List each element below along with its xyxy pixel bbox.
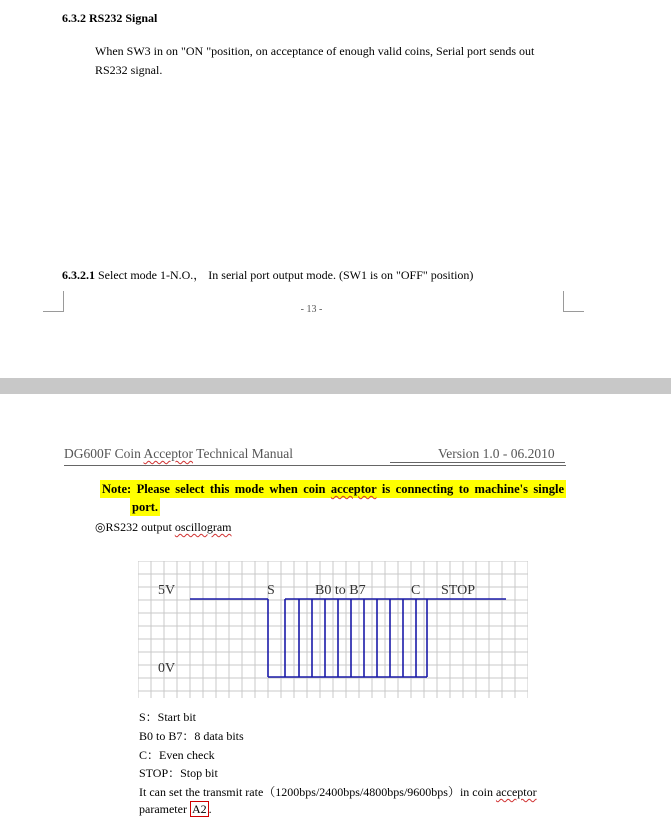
subsection-number: 6.3.2.1 — [62, 268, 95, 282]
header-left: DG600F Coin Acceptor Technical Manual — [64, 446, 294, 461]
label-start: S — [267, 583, 275, 598]
header-right: Version 1.0 - 06.2010 — [438, 446, 555, 461]
def-stop-bit: STOP：Stop bit — [139, 766, 218, 780]
oscillogram-heading: ◎RS232 output oscillogram — [95, 520, 232, 534]
def-data-bits: B0 to B7：8 data bits — [139, 729, 244, 743]
transmit-rate-line-1: It can set the transmit rate（1200bps/2400bps/4800bps/9600bps）in coin acceptor — [139, 785, 537, 799]
transmit-rate-line-2: parameter A2 . — [139, 802, 212, 816]
label-stop: STOP — [441, 583, 475, 598]
label-0v: 0V — [158, 661, 176, 676]
subsection-line — [62, 266, 582, 285]
section-paragraph — [95, 42, 565, 80]
def-start-bit: S：Start bit — [139, 710, 197, 724]
subsection-text: Select mode 1-N.O.， In serial port output mode. (SW1 is on "OFF" position) — [98, 268, 474, 282]
page-separator — [0, 378, 671, 394]
section-heading: 6.3.2 RS232 Signal — [62, 11, 158, 25]
label-data-bits: B0 to B7 — [315, 583, 366, 598]
paragraph-line-2: RS232 signal. — [95, 63, 163, 77]
label-5v: 5V — [158, 583, 176, 598]
header-rule — [64, 465, 566, 466]
page-13 — [0, 0, 671, 378]
label-check: C — [411, 583, 421, 598]
def-even-check: C：Even check — [139, 748, 215, 762]
note-highlight: Note: Please select this mode when coin acceptor is connecting to machine's single port. — [102, 482, 564, 514]
spellcheck-word: Acceptor — [143, 446, 194, 461]
header-rule-top — [390, 462, 565, 463]
parameter-box: A2 — [191, 802, 207, 816]
page-number: - 13 - — [300, 304, 323, 315]
rs232-oscillogram — [138, 561, 528, 698]
paragraph-line-1: When SW3 in on "ON "position, on acceptance of enough valid coins, Serial port sends out — [95, 44, 535, 58]
note-line-2: port. — [132, 500, 159, 514]
